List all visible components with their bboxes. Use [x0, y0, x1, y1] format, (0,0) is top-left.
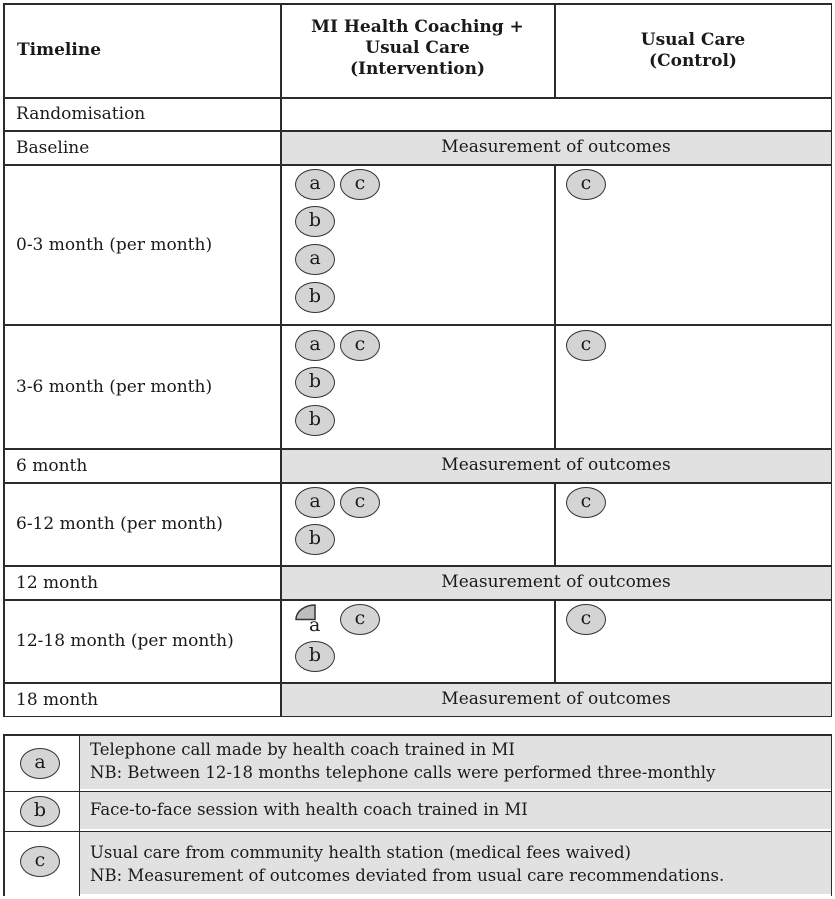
intervention-header-line: (Intervention) [349, 59, 486, 79]
m12-measurement-text: Measurement of outcomes [441, 572, 671, 592]
row-divider [3, 448, 832, 450]
table-border-bottom [3, 716, 832, 718]
row-label-12-month: 12 month [16, 573, 99, 593]
intervention-header-line: MI Health Coaching + [311, 17, 524, 37]
legend-border [831, 734, 833, 896]
legend-a-note: NB: Between 12-18 months telephone calls were performed three-monthly [90, 763, 716, 782]
m12-measurement-cell [281, 566, 831, 599]
intervention-header-line: Usual Care [365, 38, 470, 58]
marker-b: b [295, 206, 335, 237]
marker-b: b [295, 524, 335, 555]
marker-b: b [295, 641, 335, 672]
intervention-header [281, 17, 554, 80]
control-header-line: (Control) [649, 51, 737, 71]
marker-b: b [295, 367, 335, 398]
row-divider [3, 164, 832, 166]
m6-measurement-text: Measurement of outcomes [441, 455, 671, 475]
marker-a-partial [295, 604, 335, 635]
legend-border [3, 831, 832, 833]
m18-measurement-text: Measurement of outcomes [441, 689, 671, 709]
marker-c: c [340, 604, 380, 635]
legend [0, 730, 835, 899]
marker-a: a [295, 330, 335, 361]
legend-c-note: NB: Measurement of outcomes deviated from usual care recommendations. [90, 866, 725, 885]
table-border-right [831, 3, 833, 717]
row-label-3-6-month: 3-6 month (per month) [16, 377, 213, 397]
control-header-line: Usual Care [640, 30, 746, 50]
table-border-left [3, 3, 5, 717]
legend-desc-b [80, 792, 831, 829]
row-label-baseline: Baseline [16, 138, 90, 158]
row-label-6-month: 6 month [16, 456, 88, 476]
marker-c: c [340, 330, 380, 361]
marker-b: b [295, 405, 335, 436]
table-border-top [3, 3, 832, 5]
column-divider [554, 599, 556, 683]
legend-symbol-b: b [20, 796, 60, 827]
row-label-0-3-month: 0-3 month (per month) [16, 235, 213, 255]
m18-measurement-cell [281, 683, 831, 716]
row-divider [3, 130, 832, 132]
legend-symbol-a: a [20, 748, 60, 779]
column-divider [554, 164, 556, 449]
legend-b-line: Face-to-face session with health coach trained in MI [90, 800, 528, 819]
marker-c: c [566, 487, 606, 518]
row-label-12-18-month: 12-18 month (per month) [16, 631, 234, 651]
marker-a: a [295, 244, 335, 275]
legend-c-line: Usual care from community health station (medical fees waived) [90, 843, 631, 862]
timeline-header: Timeline [17, 40, 102, 60]
baseline-measurement-text: Measurement of outcomes [441, 137, 671, 157]
marker-c: c [566, 169, 606, 200]
row-label-18-month: 18 month [16, 690, 99, 710]
row-divider [3, 599, 832, 601]
legend-desc-a [80, 735, 831, 789]
column-divider [554, 482, 556, 566]
row-label-randomisation: Randomisation [16, 104, 146, 124]
marker-c: c [566, 604, 606, 635]
marker-a-partial-label: a [309, 614, 321, 636]
marker-c: c [340, 169, 380, 200]
legend-symbol-c: c [20, 846, 60, 877]
column-divider [280, 3, 282, 717]
marker-b: b [295, 282, 335, 313]
marker-a: a [295, 487, 335, 518]
row-divider [3, 97, 832, 99]
legend-a-line: Telephone call made by health coach trained in MI [90, 740, 515, 759]
m6-measurement-cell [281, 449, 831, 482]
baseline-measurement-cell [281, 131, 831, 164]
row-divider [3, 324, 832, 326]
marker-a: a [295, 169, 335, 200]
control-header [555, 30, 831, 72]
row-divider [3, 565, 832, 567]
legend-border [3, 734, 5, 896]
row-divider [3, 482, 832, 484]
row-label-6-12-month: 6-12 month (per month) [16, 514, 223, 534]
marker-c: c [340, 487, 380, 518]
row-divider [3, 682, 832, 684]
legend-border [79, 734, 81, 896]
marker-c: c [566, 330, 606, 361]
legend-border [3, 791, 832, 793]
legend-border [3, 734, 832, 736]
legend-desc-c [80, 832, 831, 894]
